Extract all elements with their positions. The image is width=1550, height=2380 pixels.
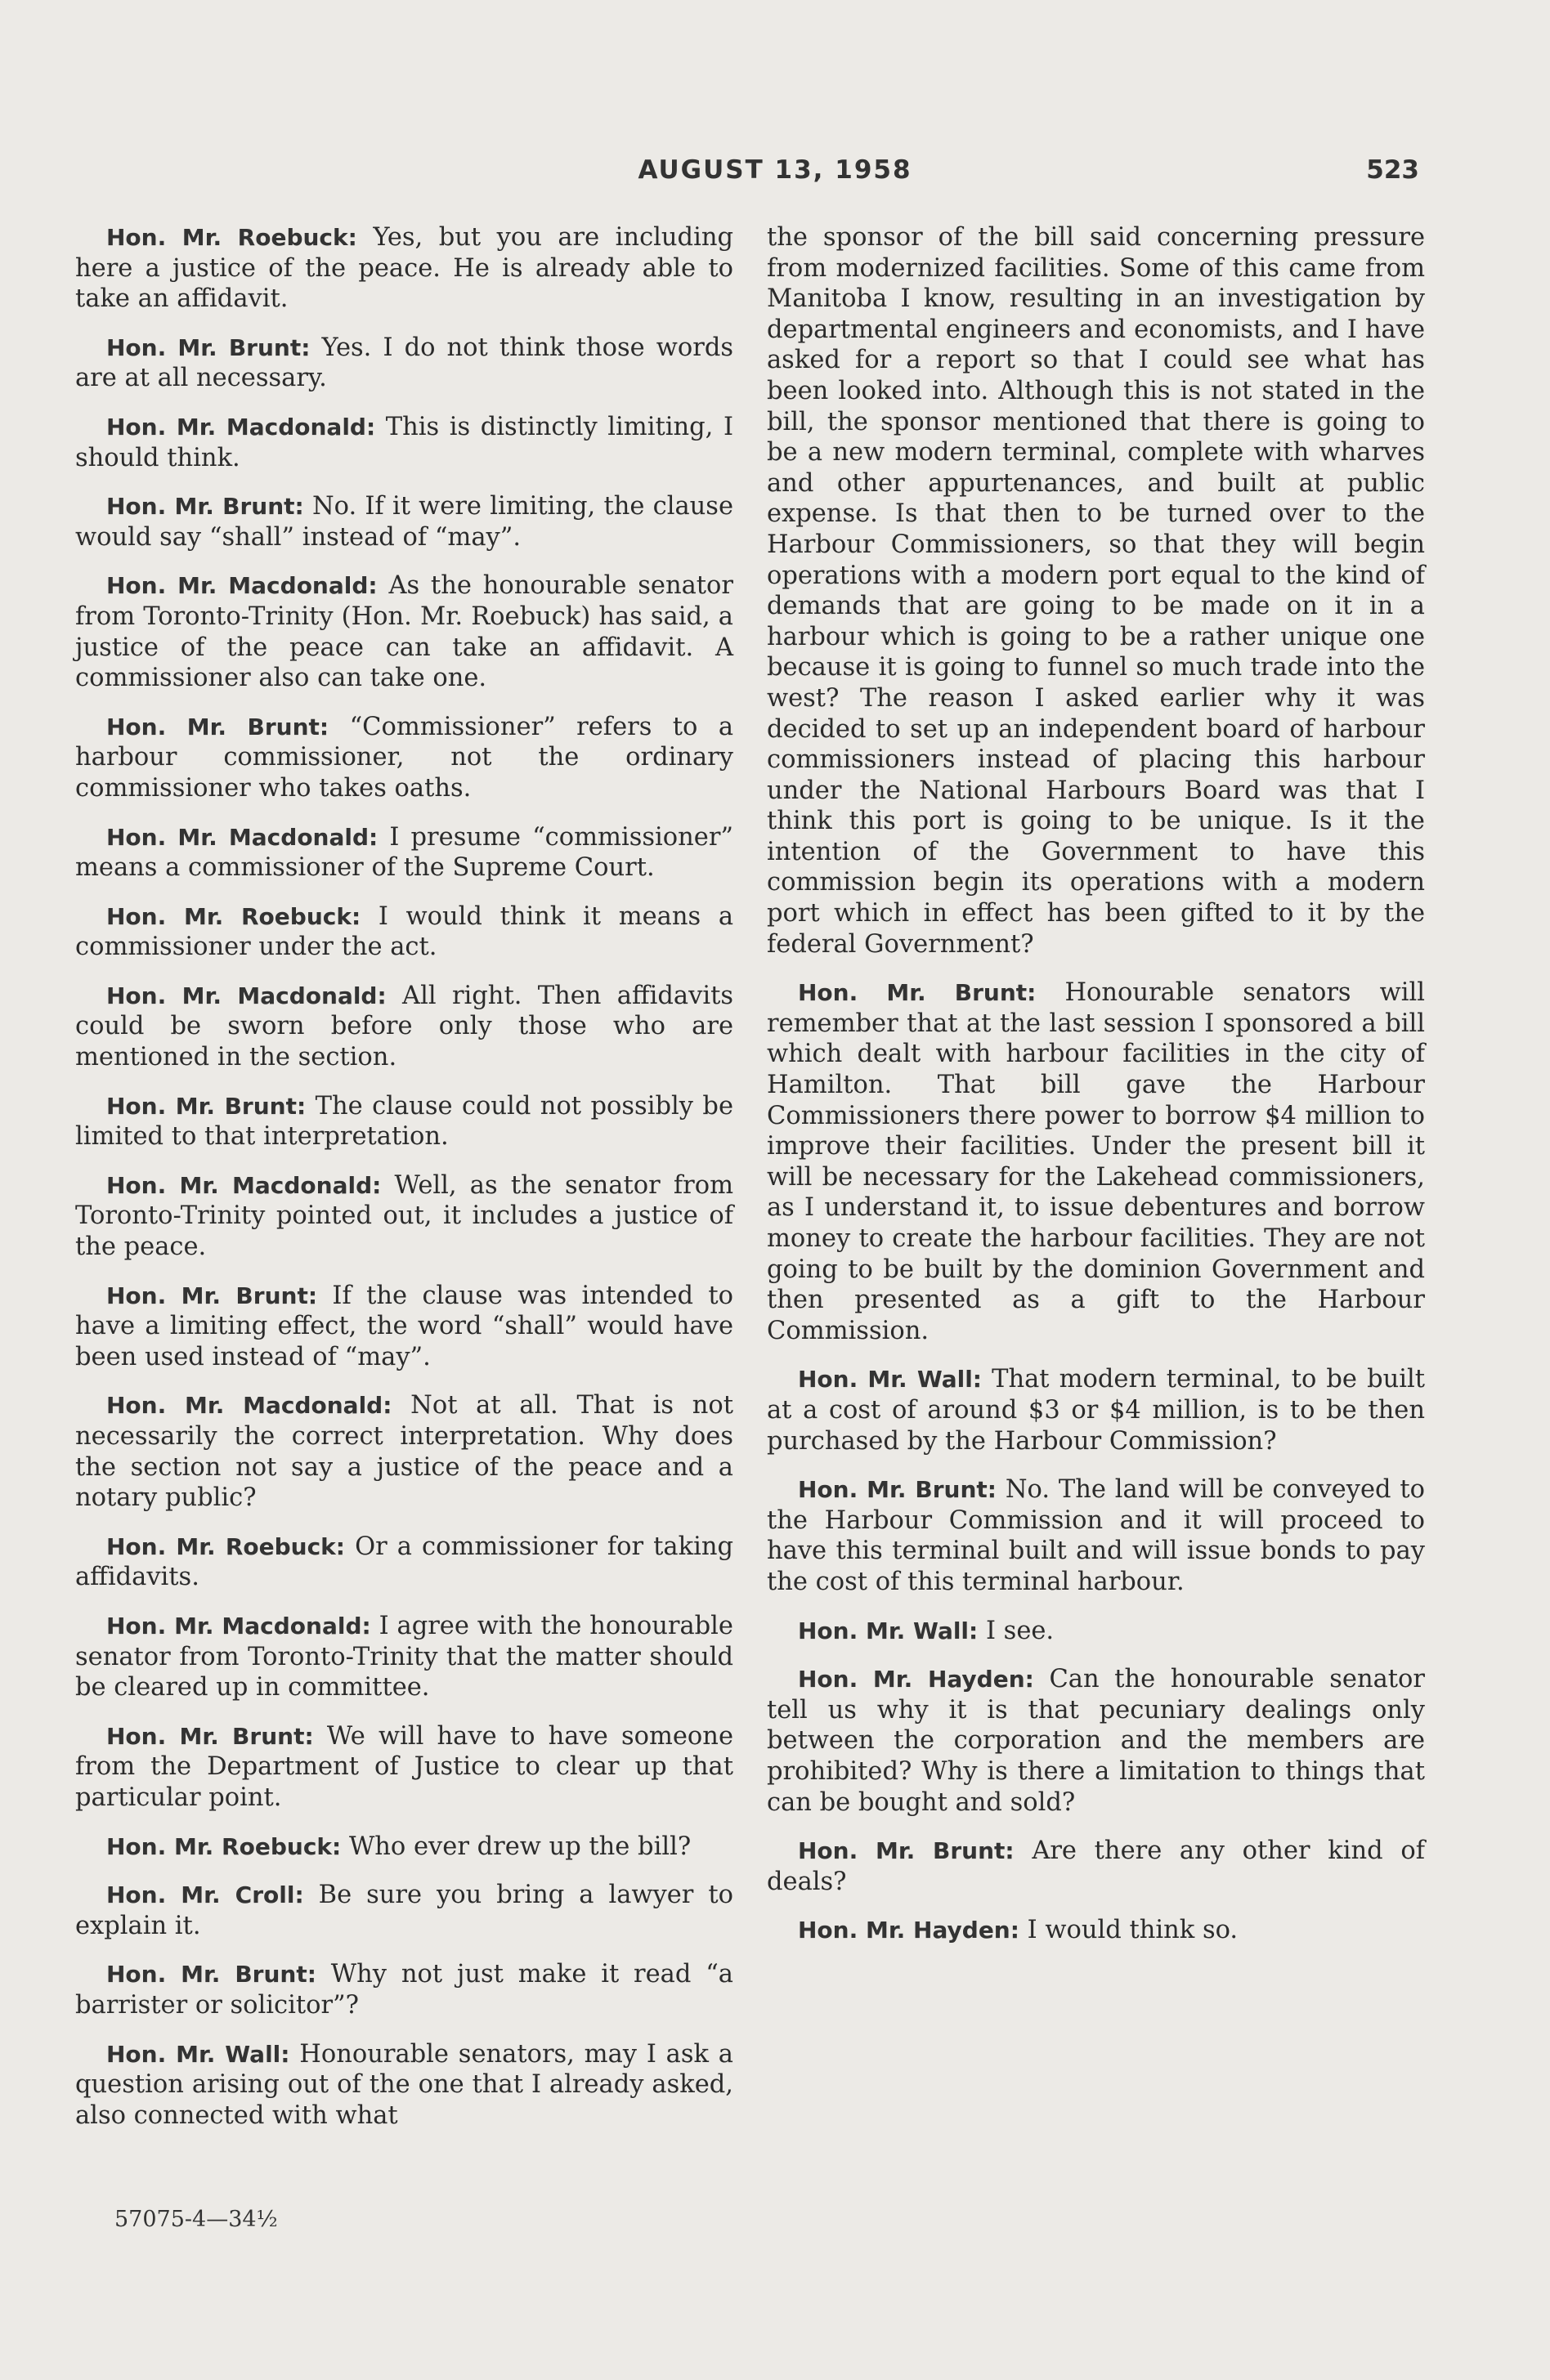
speaker-name: Hon. Mr. Macdonald: [106,982,387,1009]
speech-text: Be sure you bring a lawyer to explain it. [75,1881,733,1940]
speech-paragraph [767,1836,1425,1897]
speaker-name: Hon. Mr. Roebuck: [106,224,357,251]
speaker-name: Hon. Mr. Brunt: [106,1282,318,1309]
speaker-name: Hon. Mr. Wall: [798,1617,979,1644]
speech-paragraph [75,1832,733,1863]
speaker-name: Hon. Mr. Macdonald: [106,823,379,851]
speech-paragraph [75,333,733,394]
speech-paragraph [767,1664,1425,1818]
speech-paragraph [75,1880,733,1941]
speech-text: Are there any other kind of deals? [767,1836,1425,1896]
speech-paragraph [767,222,1425,960]
left-column [75,222,733,2149]
speech-paragraph [75,712,733,804]
speech-text: I presume “commissioner” means a commissioner of the Supreme Court. [75,822,734,883]
speech-text: Honourable senators, may I ask a question arising out of the one that I already asked, also connected with what [75,2039,733,2130]
speaker-name: Hon. Mr. Brunt: [106,493,304,521]
right-column [767,222,1425,1964]
speech-paragraph [75,1390,733,1513]
speech-paragraph [75,981,733,1073]
speaker-name: Hon. Mr. Brunt: [106,713,329,740]
speech-paragraph [767,1915,1425,1946]
speaker-name: Hon. Mr. Brunt: [106,1961,316,1989]
speech-text: As the honourable senator from Toronto-Trinity (Hon. Mr. Roebuck) has said, a justice of the peace can take an affidavit. A commissioner also can take one. [75,571,733,693]
speech-text: Not at all. That is not necessarily the correct interpretation. Why does the section not say a justice of the peace and a notary public? [75,1391,733,1513]
speech-text: I agree with the honourable senator from Toronto-Trinity that the matter should be cleared up in committee. [75,1611,733,1702]
speech-text: I would think it means a commissioner under the act. [75,901,734,962]
speech-paragraph [767,1364,1425,1456]
speaker-name: Hon. Mr. Brunt: [798,1837,1015,1865]
speaker-name: Hon. Mr. Brunt: [106,333,311,361]
speaker-name: Hon. Mr. Macdonald: [106,1171,382,1199]
speech-paragraph [75,412,733,473]
speaker-name: Hon. Mr. Macdonald: [106,1392,392,1420]
speaker-name: Hon. Mr. Roebuck: [106,1532,346,1560]
speech-text: We will have to have someone from the Department of Justice to clear up that particular point. [75,1721,733,1812]
page-header [0,155,1550,196]
speech-paragraph [767,1616,1425,1647]
speech-text: No. If it were limiting, the clause would say “shall” instead of “may”. [75,492,734,552]
speech-text: That modern terminal, to be built at a cost of around $3 or $4 million, is to be then purchased by the Harbour Commission? [767,1365,1426,1456]
speaker-name: Hon. Mr. Brunt: [798,979,1037,1007]
speech-paragraph [75,1170,733,1263]
speech-paragraph [75,1091,733,1152]
speaker-name: Hon. Mr. Macdonald: [106,1612,371,1640]
speaker-name: Hon. Mr. Wall: [798,1366,983,1394]
speech-paragraph [75,1959,733,2020]
speech-paragraph [767,1474,1425,1597]
speaker-name: Hon. Mr. Hayden: [798,1666,1034,1693]
speech-text: Why not just make it read “a barrister or solicitor”? [75,1960,733,2020]
speaker-name: Hon. Mr. Brunt: [798,1476,997,1504]
speech-text: Honourable senators will remember that at the last session I sponsored a bill which dealt with harbour facilities in the city of Hamilton. That bill gave the Harbour Commissioners there power to borrow $4 million to improve their facilities. Under the present bill it will be necessary for the Lakehead commissioners, as I understand it, to issue debentures and borrow money to create the harbour facilities. They are not going to be built by the dominion Government and then presented as a gift to the Harbour Commission. [767,978,1425,1345]
speech-paragraph [75,222,733,315]
speech-paragraph [75,1721,733,1814]
speech-text: Who ever drew up the bill? [348,1832,692,1861]
speech-paragraph [75,901,733,963]
speaker-name: Hon. Mr. Roebuck: [106,1832,342,1860]
speech-text: The clause could not possibly be limited to that interpretation. [75,1091,733,1152]
speaker-name: Hon. Mr. Brunt: [106,1092,307,1120]
speech-text: I see. [985,1616,1055,1645]
speech-text: Well, as the senator from Toronto-Trinity pointed out, it includes a justice of the peace. [75,1170,734,1262]
speech-paragraph [75,2039,733,2132]
speech-text: “Commissioner” refers to a harbour commissioner, not the ordinary commissioner who takes oaths. [75,712,734,803]
speech-text: Yes. I do not think those words are at all necessary. [75,333,733,393]
speech-paragraph [75,570,733,693]
speech-text: All right. Then affidavits could be sworn before only those who are mentioned in the section. [75,981,733,1072]
speaker-name: Hon. Mr. Hayden: [798,1917,1019,1944]
speech-text: Can the honourable senator tell us why it is that pecuniary dealings only between the corporation and the members are prohibited? Why is there a limitation to things that can be bought and sold? [767,1665,1425,1817]
running-head-date: AUGUST 13, 1958 [638,155,912,185]
speech-text: If the clause was intended to have a limiting effect, the word “shall” would have been used instead of “may”. [75,1281,733,1371]
speech-text: the sponsor of the bill said concerning pressure from modernized facilities. Some of this came from Manitoba I know, resulting in an investigation by departmental engineers and economists, and I have asked for a report so that I could see what has been looked into. Although this is not stated in the bill, the sponsor mentioned that there is going to be a new modern terminal, complete with wharves and other appurtenances, and built at public expense. Is that then to be turned over to the Harbour Commissioners, so that they will begin operations with a modern port equal to the kind of demands that are going to be made on it in a harbour which is going to be a rather unique one because it is going to funnel so much trade into the west? The reason I asked earlier why it was decided to set up an independent board of harbour commissioners instead of placing this harbour under the National Harbours Board was that I think this port is going to be unique. Is it the intention of the Government to have this commission begin its operations with a modern port which in effect has been gifted to it by the federal Government? [767,223,1425,959]
speaker-name: Hon. Mr. Croll: [106,1881,304,1909]
speech-paragraph [75,822,733,884]
speech-paragraph [75,1611,733,1703]
speech-paragraph [767,978,1425,1346]
speaker-name: Hon. Mr. Macdonald: [106,413,376,441]
speech-text: Yes, but you are including here a justice of the peace. He is already able to take an affidavit. [75,223,733,314]
speech-text: This is distinctly limiting, I should think. [75,412,733,472]
speech-text: No. The land will be conveyed to the Harbour Commission and it will proceed to have this terminal built and will issue bonds to pay the cost of this terminal harbour. [767,1475,1426,1596]
speech-text: I would think so. [1027,1916,1239,1945]
speech-paragraph [75,491,733,552]
page-number: 523 [1366,155,1419,185]
speech-paragraph [75,1532,733,1593]
speech-paragraph [75,1281,733,1373]
speaker-name: Hon. Mr. Brunt: [106,1722,314,1750]
speech-text: Or a commissioner for taking affidavits. [75,1532,734,1592]
printing-code: 57075-4—34½ [114,2207,278,2232]
speaker-name: Hon. Mr. Macdonald: [106,572,378,600]
speaker-name: Hon. Mr. Roebuck: [106,902,361,930]
speaker-name: Hon. Mr. Wall: [106,2040,290,2068]
